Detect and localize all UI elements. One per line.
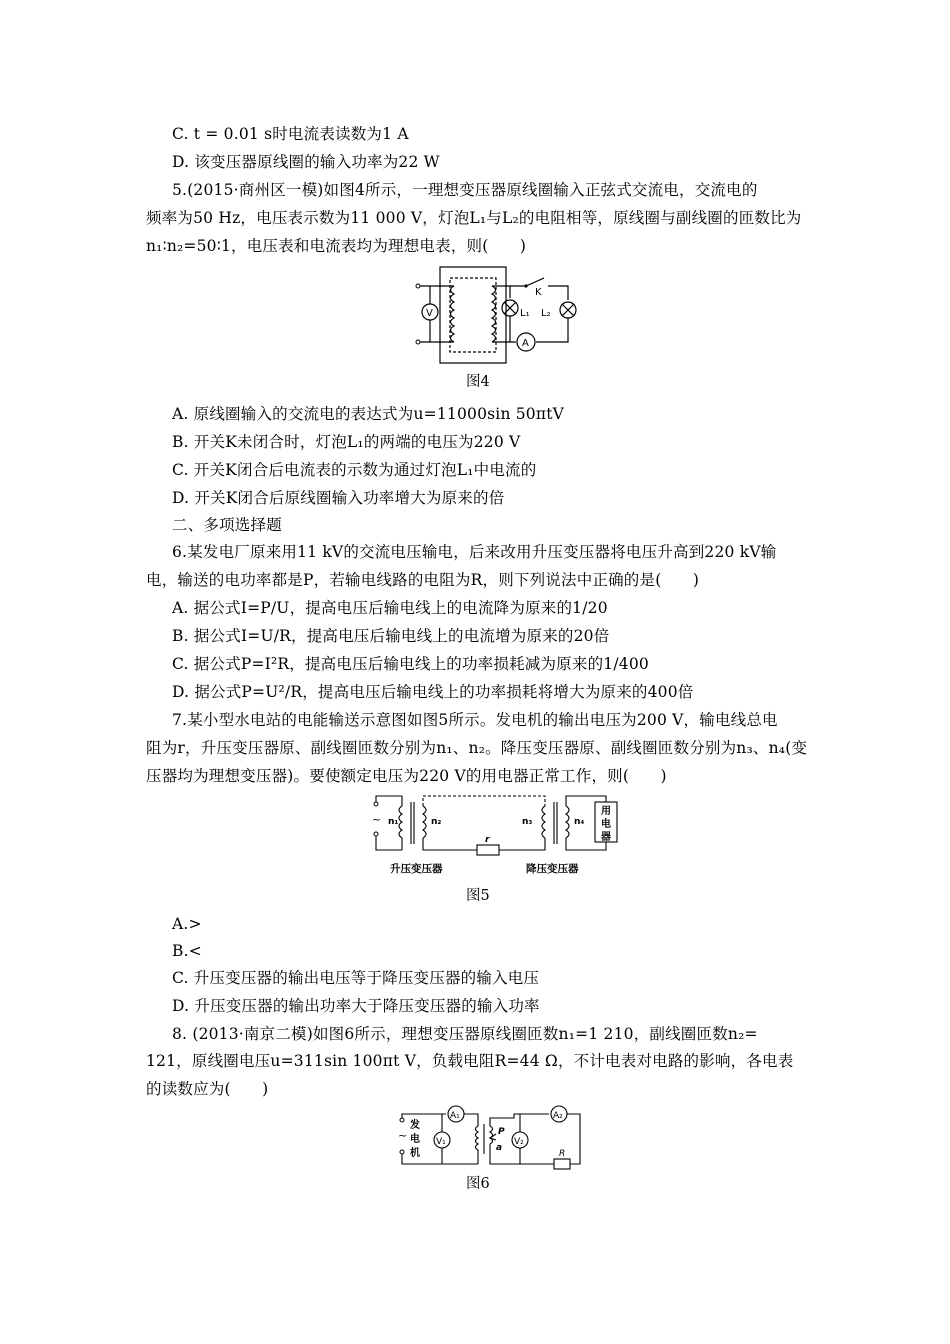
q7-option-b: B.<: [172, 942, 202, 960]
fig4-lamp2-label: L₂: [541, 308, 551, 319]
q7-option-d: D. 升压变压器的输出功率大于降压变压器的输入功率: [172, 997, 540, 1015]
fig6-a2-label: A₂: [553, 1111, 563, 1121]
q7-stem-line3: 压器均为理想变压器)。要使额定电压为220 V的用电器正常工作，则( ): [146, 767, 667, 785]
q5-stem-line1: 5.(2015·商州区一模)如图4所示，一理想变压器原线圈输入正弦式交流电，交流电的: [172, 181, 758, 199]
q7-option-a: A.>: [172, 915, 202, 933]
q8-stem-line3: 的读数应为( ): [146, 1080, 269, 1098]
q6-option-c: C. 据公式P=I²R，提高电压后输电线上的功率损耗减为原来的1/400: [172, 655, 649, 673]
q8-stem-line1: 8. (2013·南京二模)如图6所示，理想变压器原线圈匝数n₁=1 210，副线圈匝数n₂=: [172, 1025, 758, 1043]
q6-option-b: B. 据公式I=U/R，提高电压后输电线上的电流增为原来的20倍: [172, 627, 610, 645]
fig5-r-label: r: [485, 835, 490, 845]
q6-stem-line1: 6.某发电厂原来用11 kV的交流电压输电，后来改用升压变压器将电压升高到220 kV输: [172, 543, 777, 561]
fig5-appliance-char3: 器: [601, 832, 611, 843]
fig6-a-label: a: [496, 1143, 503, 1153]
section-title: 二、多项选择题: [172, 516, 282, 534]
q7-option-c: C. 升压变压器的输出电压等于降压变压器的输入电压: [172, 969, 540, 987]
q8-stem-line2: 121，原线圈电压u=311sin 100πt V，负载电阻R=44 Ω，不计电表对电路的影响，各电表: [146, 1052, 794, 1070]
fig5-n3-label: n₃: [522, 817, 533, 827]
fig6-p-label: P: [498, 1127, 505, 1137]
figure4-circuit: [410, 264, 585, 368]
figure5-caption: 图5: [466, 888, 490, 904]
q5-stem-line2: 频率为50 Hz，电压表示数为11 000 V，灯泡L₁与L₂的电阻相等，原线圈与副线圈的匝数比为: [146, 209, 802, 227]
q5-option-b: B. 开关K未闭合时，灯泡L₁的两端的电压为220 V: [172, 433, 521, 451]
fig6-source-symbol: ~: [398, 1129, 408, 1142]
fig4-voltmeter-label: V: [426, 308, 433, 319]
fig6-a1-label: A₁: [450, 1111, 460, 1121]
fig6-r-label: R: [559, 1149, 566, 1159]
q7-stem-line2: 阻为r，升压变压器原、副线圈匝数分别为n₁、n₂。降压变压器原、副线圈匝数分别为n₃、n₄(变: [146, 739, 808, 757]
q5-option-c: C. 开关K闭合后电流表的示数为通过灯泡L₁中电流的: [172, 461, 537, 479]
fig4-switch-label: K: [535, 287, 542, 298]
fig5-step-up-label: 升压变压器: [390, 863, 443, 875]
fig5-n1-label: n₁: [388, 817, 399, 827]
figure4-caption: 图4: [466, 374, 490, 390]
fig4-lamp1-label: L₁: [520, 308, 530, 319]
fig5-n2-label: n₂: [431, 817, 442, 827]
fig5-step-down-label: 降压变压器: [526, 863, 579, 875]
q6-stem-line2: 电，输送的电功率都是P，若输电线路的电阻为R，则下列说法中正确的是( ): [146, 571, 700, 589]
q6-option-a: A. 据公式I=P/U，提高电压后输电线上的电流降为原来的1/20: [172, 599, 608, 617]
fig5-source-symbol: ~: [372, 813, 382, 826]
fig6-generator-char3: 机: [410, 1148, 420, 1159]
fig4-ammeter-label: A: [522, 338, 529, 349]
fig6-generator-char2: 电: [410, 1134, 420, 1145]
q5-stem-line3: n₁∶n₂=50∶1，电压表和电流表均为理想电表，则( ): [146, 237, 527, 255]
figure6-circuit: [396, 1104, 586, 1168]
q6-option-d: D. 据公式P=U²/R，提高电压后输电线上的功率损耗将增大为原来的400倍: [172, 683, 694, 701]
fig5-n4-label: n₄: [574, 817, 585, 827]
q4-option-c: C. t = 0.01 s时电流表读数为1 A: [172, 125, 409, 143]
q5-option-a: A. 原线圈输入的交流电的表达式为u=11000sin 50πtV: [172, 405, 565, 423]
fig5-appliance-char1: 用: [601, 806, 611, 817]
q7-stem-line1: 7.某小型水电站的电能输送示意图如图5所示。发电机的输出电压为200 V，输电线总电: [172, 711, 778, 729]
fig6-generator-char1: 发: [410, 1120, 420, 1131]
figure5-transmission: [362, 792, 614, 880]
fig6-v1-label: V₁: [436, 1137, 446, 1147]
fig6-v2-label: V₂: [514, 1137, 524, 1147]
fig5-appliance-char2: 电: [601, 819, 611, 830]
q5-option-d: D. 开关K闭合后原线圈输入功率增大为原来的倍: [172, 489, 505, 507]
figure6-caption: 图6: [466, 1176, 490, 1192]
q4-option-d: D. 该变压器原线圈的输入功率为22 W: [172, 153, 440, 171]
